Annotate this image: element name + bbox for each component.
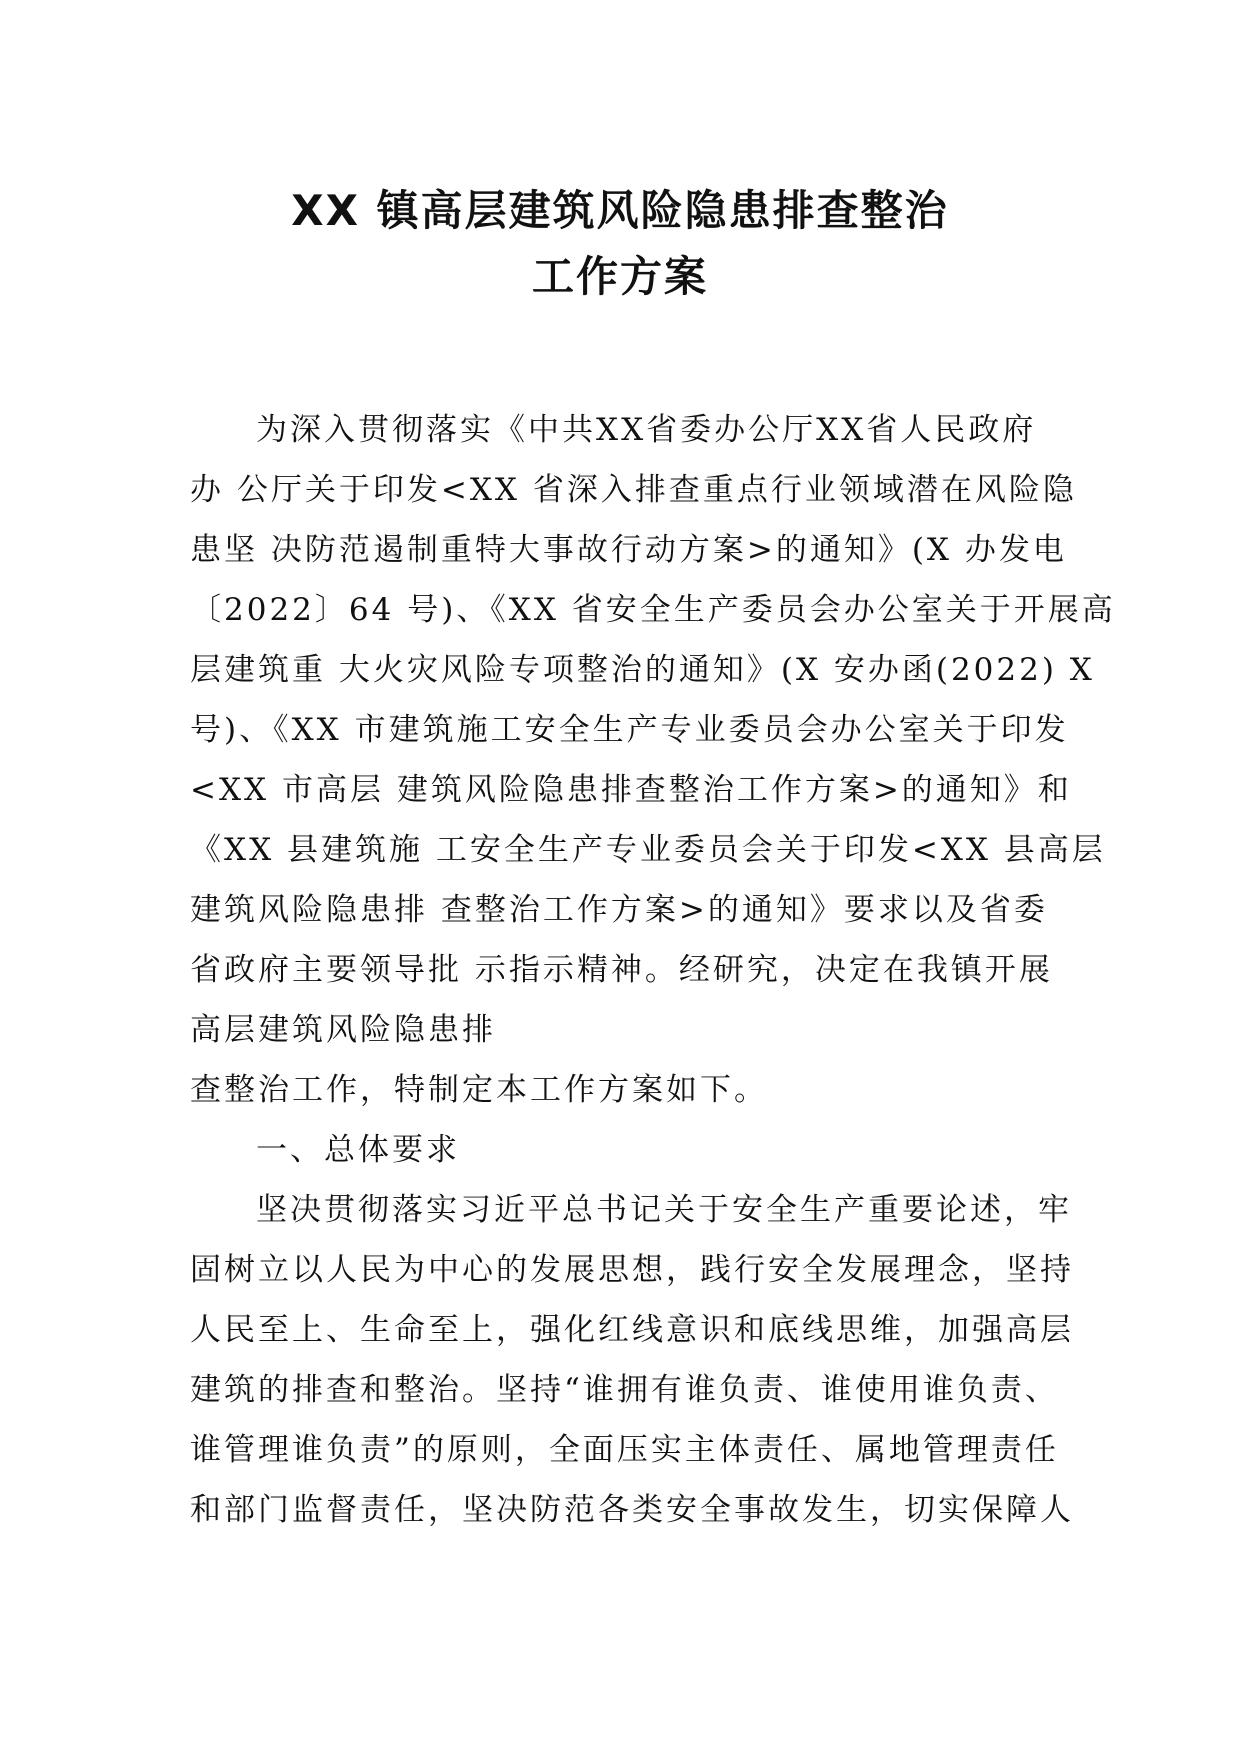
section-heading: 一、总体要求 <box>256 1132 460 1168</box>
paragraph-1-line: 高层建筑风险隐患排 <box>190 1012 496 1048</box>
paragraph-2-line: 谁管理谁负责”的原则，全面压实主体责任、属地管理责任 <box>190 1432 1059 1468</box>
paragraph-1-line: 办 公厅关于印发<XX 省深入排查重点行业领域潜在风险隐 <box>190 472 1077 508</box>
title-line-2: 工作方案 <box>531 252 708 301</box>
paragraph-1-line: 查整治工作，特制定本工作方案如下。 <box>190 1072 768 1108</box>
paragraph-1-line: 患坚 决防范遏制重特大事故行动方案>的通知》(X 办发电 <box>190 532 1067 568</box>
paragraph-1-line: 《XX 县建筑施 工安全生产专业委员会关于印发<XX 县高层 <box>190 832 1106 868</box>
paragraph-2-line: 和部门监督责任，坚决防范各类安全事故发生，切实保障人 <box>190 1492 1074 1528</box>
paragraph-2-line: 人民至上、生命至上，强化红线意识和底线思维，加强高层 <box>190 1312 1074 1348</box>
paragraph-1-line: 为深入贯彻落实《中共XX省委办公厅XX省人民政府 <box>256 412 1037 448</box>
paragraph-1-line: <XX 市高层 建筑风险隐患排查整治工作方案>的通知》和 <box>190 772 1072 808</box>
title-line-1: XX 镇高层建筑风险隐患排查整治 <box>291 186 949 235</box>
paragraph-2-line: 建筑的排查和整治。坚持“谁拥有谁负责、谁使用谁负责、 <box>190 1372 1059 1408</box>
document-title <box>0 178 1240 310</box>
paragraph-1-line: 建筑风险隐患排 查整治工作方案>的通知》要求以及省委 <box>190 892 1048 928</box>
paragraph-2-line: 固树立以人民为中心的发展思想，践行安全发展理念，坚持 <box>190 1252 1074 1288</box>
paragraph-1-line: 省政府主要领导批 示指示精神。经研究，决定在我镇开展 <box>190 952 1053 988</box>
paragraph-1-line: 号)、《XX 市建筑施工安全生产专业委员会办公室关于印发 <box>190 712 1069 748</box>
document-body <box>190 400 1116 1540</box>
paragraph-1-line: 〔2022〕64 号)、《XX 省安全生产委员会办公室关于开展高 <box>190 592 1116 628</box>
paragraph-2-line: 坚决贯彻落实习近平总书记关于安全生产重要论述，牢 <box>256 1192 1072 1228</box>
paragraph-1-line: 层建筑重 大火灾风险专项整治的通知》(X 安办函(2022) X <box>190 652 1095 688</box>
